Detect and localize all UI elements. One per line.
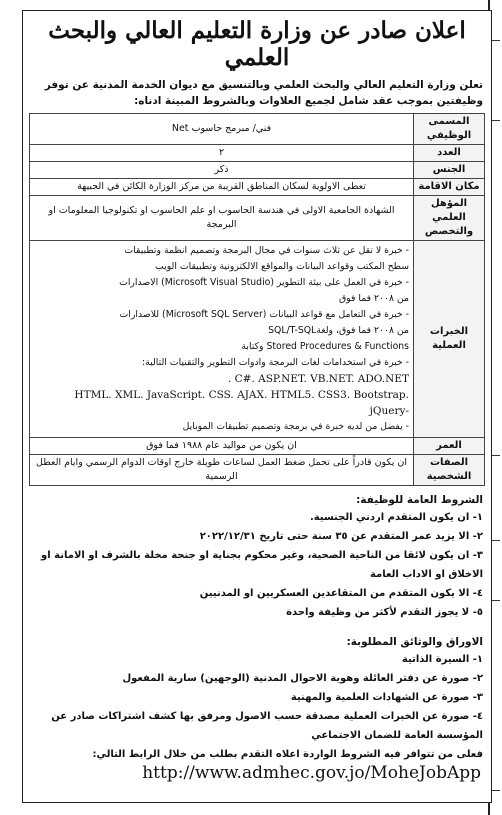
announcement-title: اعلان صادر عن وزارة التعليم العالي والبحث العلمي — [48, 17, 466, 71]
table-row — [30, 114, 485, 145]
list-item: ٥- لا يجوز التقدم لأكثر من وظيفة واحدة — [286, 607, 483, 618]
list-item: ١- السيرة الذاتية — [401, 654, 483, 665]
experience-tech-line: HTML. XML. JavaScript. CSS. AJAX. HTML5. CSS3. Bootstrap. jQuery- — [74, 389, 409, 417]
age-value: ان يكون من مواليد عام ١٩٨٨ فما فوق — [30, 438, 414, 455]
traits-value: ان يكون قادراً على تحمل ضغط العمل لساعات طويلة خارج اوقات الدوام الرسمي وايام العطل الرسمية — [30, 455, 414, 486]
age-label: العمر — [414, 438, 485, 455]
job-announcement — [22, 10, 492, 803]
count-label: العدد — [414, 145, 485, 162]
documents-list — [31, 650, 483, 745]
gender-value: ذكر — [30, 162, 414, 179]
experience-label: الخبرات العملية — [414, 241, 485, 438]
traits-label: الصفات الشخصية — [414, 455, 485, 486]
count-value: ٢ — [30, 145, 414, 162]
table-row — [30, 455, 485, 486]
job-spec-table — [29, 113, 485, 486]
list-item: ٣- ان يكون لائقا من الناحية الصحية، وغير محكوم بجناية او جنحة مخلة بالشرف او الامانة او الاخلاق او الاداب العامة — [41, 550, 483, 580]
residence-value: تعطى الاولوية لسكان المناطق القريبة من مركز الوزارة الكائن في الجبيهة — [30, 179, 414, 196]
residence-label: مكان الاقامة — [414, 179, 485, 196]
experience-tech-line: . C#. ASP.NET. VB.NET. ADO.NET — [227, 373, 409, 385]
job-title-label: المسمى الوظيفي — [414, 114, 485, 145]
job-title-value: فني/ مبرمج حاسوب Net — [30, 114, 414, 145]
qualification-label: المؤهل العلمي والتخصص — [414, 196, 485, 241]
table-row — [30, 179, 485, 196]
experience-line: - خبرة لا تقل عن ثلاث سنوات في مجال البرمجة وتصميم انظمة وتطبيقات — [124, 245, 409, 256]
table-row — [30, 241, 485, 438]
announcement-intro: تعلن وزارة التعليم العالي والبحث العلمي وبالتنسيق مع ديوان الخدمة المدنية عن توفر وظيفتين بموجب عقد شامل لجميع العلاوات وبالشروط المبينة ادناه: — [44, 79, 483, 107]
gender-label: الجنس — [414, 162, 485, 179]
experience-line: - خبرة في التعامل مع قواعد البيانات (Microsoft SQL Server) للاصدارات — [119, 309, 409, 320]
documents-heading: الاوراق والوثائق المطلوبة: — [346, 636, 483, 648]
experience-value — [30, 241, 414, 438]
application-link[interactable]: http://www.admhec.gov.jo/MoheJobApp — [142, 763, 481, 783]
experience-line: - خبرة في استخدامات لغات البرمجة وادوات التطوير والتقنيات التالية: — [142, 357, 409, 368]
closing-text: فعلى من تتوافر فيه الشروط الواردة اعلاه التقدم بطلب من خلال الرابط التالي: — [92, 749, 483, 760]
general-conditions-heading: الشروط العامة للوظيفة: — [356, 494, 483, 506]
list-item: ٤- الا يكون المتقدم من المتقاعدين العسكريين او المدنيين — [199, 588, 483, 599]
table-row — [30, 196, 485, 241]
list-item: ٣- صورة عن الشهادات العلمية والمهنية — [290, 692, 483, 703]
table-row — [30, 145, 485, 162]
list-item: ٤- صورة عن الخبرات العملية مصدقة حسب الاصول ومرفق بها كشف اشتراكات صادر عن المؤسسة العامة للضمان الاجتماعي — [51, 711, 483, 741]
experience-line: من ٢٠٠٨ فما فوق، ولغةSQL/T-SQL — [268, 325, 409, 336]
qualification-value: الشهادة الجامعية الاولى في هندسة الحاسوب او علم الحاسوب او تكنولوجيا المعلومات او البرمجة — [30, 196, 414, 241]
table-row — [30, 438, 485, 455]
experience-line: سطح المكتب وقواعد البيانات والمواقع الالكترونية وتطبيقات الويب — [155, 261, 409, 272]
experience-line: - خبرة في العمل على بيئة التطوير (Microsoft Visual Studio) الاصدارات — [119, 277, 409, 288]
list-item: ٢- صورة عن دفتر العائلة وهوية الاحوال المدنية (الوجهين) سارية المفعول — [122, 673, 483, 684]
list-item: ١- ان يكون المتقدم اردني الجنسية. — [309, 512, 483, 523]
experience-line: Stored Procedures & Functions وكتابة — [241, 341, 409, 352]
table-row — [30, 162, 485, 179]
list-item: ٢- الا يزيد عمر المتقدم عن ٣٥ سنة حتى تاريخ ٢٠٢٢/١٢/٣١ — [199, 531, 483, 542]
experience-line: من ٢٠٠٨ فما فوق — [338, 293, 409, 304]
general-conditions-list — [31, 508, 483, 622]
experience-line: - يفضل من لديه خبرة في برمجة وتصميم تطبيقات الموبايل — [182, 421, 409, 432]
